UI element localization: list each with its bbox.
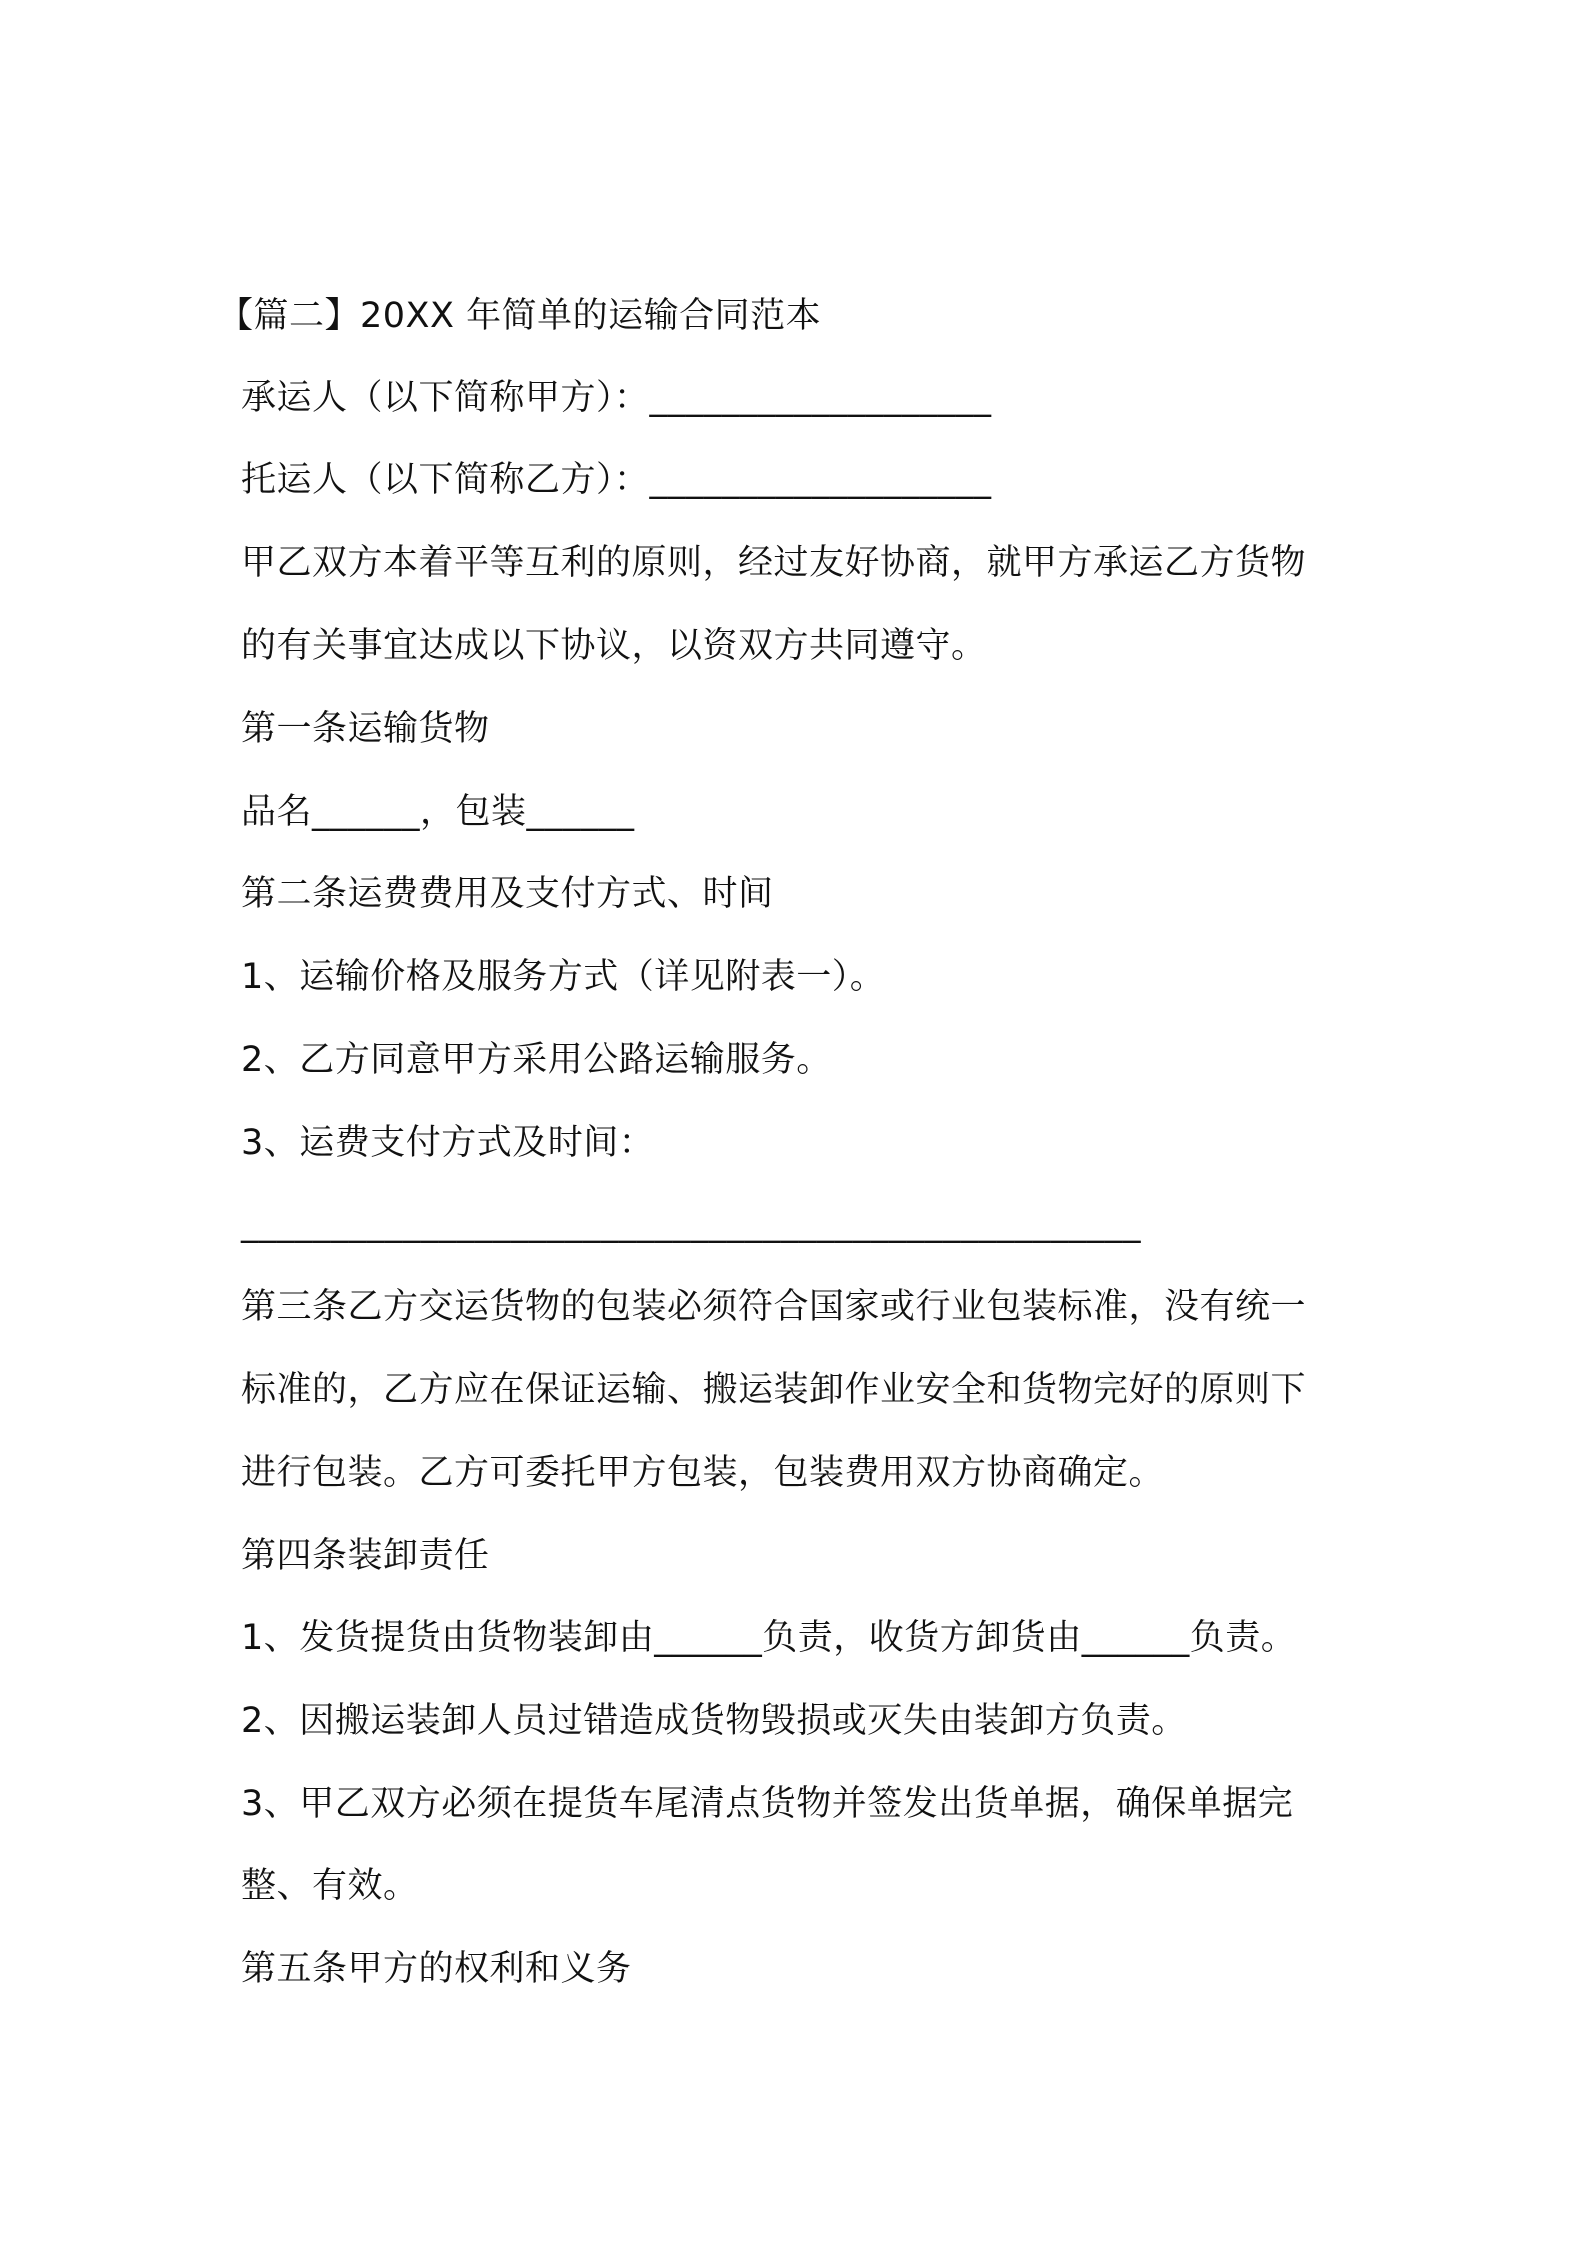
article-2-blank-line: __________________________________________________ — [241, 1204, 1141, 1244]
article-2-heading: 第二条运费费用及支付方式、时间 — [241, 874, 774, 914]
article-1-heading: 第一条运输货物 — [241, 709, 490, 749]
article-1-item: 品名______，包装______ — [241, 792, 635, 832]
article-4-item-2: 2、因搬运装卸人员过错造成货物毁损或灭失由装卸方负责。 — [241, 1701, 1187, 1741]
article-4-heading: 第四条装卸责任 — [241, 1536, 490, 1576]
article-3-line-2: 标准的，乙方应在保证运输、搬运装卸作业安全和货物完好的原则下 — [241, 1370, 1307, 1410]
article-4-item-3-line-1: 3、甲乙双方必须在提货车尾清点货物并签发出货单据，确保单据完 — [241, 1784, 1294, 1824]
intro-paragraph-line-2: 的有关事宜达成以下协议，以资双方共同遵守。 — [241, 626, 987, 666]
shipper-line: 托运人（以下简称乙方）：___________________ — [241, 460, 992, 500]
document-title: 【篇二】20XX 年简单的运输合同范本 — [218, 296, 822, 336]
article-3-line-1: 第三条乙方交运货物的包装必须符合国家或行业包装标准，没有统一 — [241, 1287, 1307, 1327]
article-4-item-1: 1、发货提货由货物装卸由______负责，收货方卸货由______负责。 — [241, 1618, 1297, 1658]
article-5-heading: 第五条甲方的权利和义务 — [241, 1949, 632, 1989]
article-2-item-1: 1、运输价格及服务方式（详见附表一）。 — [241, 957, 886, 997]
article-3-line-3: 进行包装。乙方可委托甲方包装，包装费用双方协商确定。 — [241, 1453, 1165, 1493]
article-4-item-3-line-2: 整、有效。 — [241, 1866, 419, 1906]
article-2-item-3: 3、运费支付方式及时间： — [241, 1123, 655, 1163]
carrier-line: 承运人（以下简称甲方）：___________________ — [241, 378, 992, 418]
intro-paragraph-line-1: 甲乙双方本着平等互利的原则，经过友好协商，就甲方承运乙方货物 — [241, 543, 1307, 583]
article-2-item-2: 2、乙方同意甲方采用公路运输服务。 — [241, 1040, 832, 1080]
